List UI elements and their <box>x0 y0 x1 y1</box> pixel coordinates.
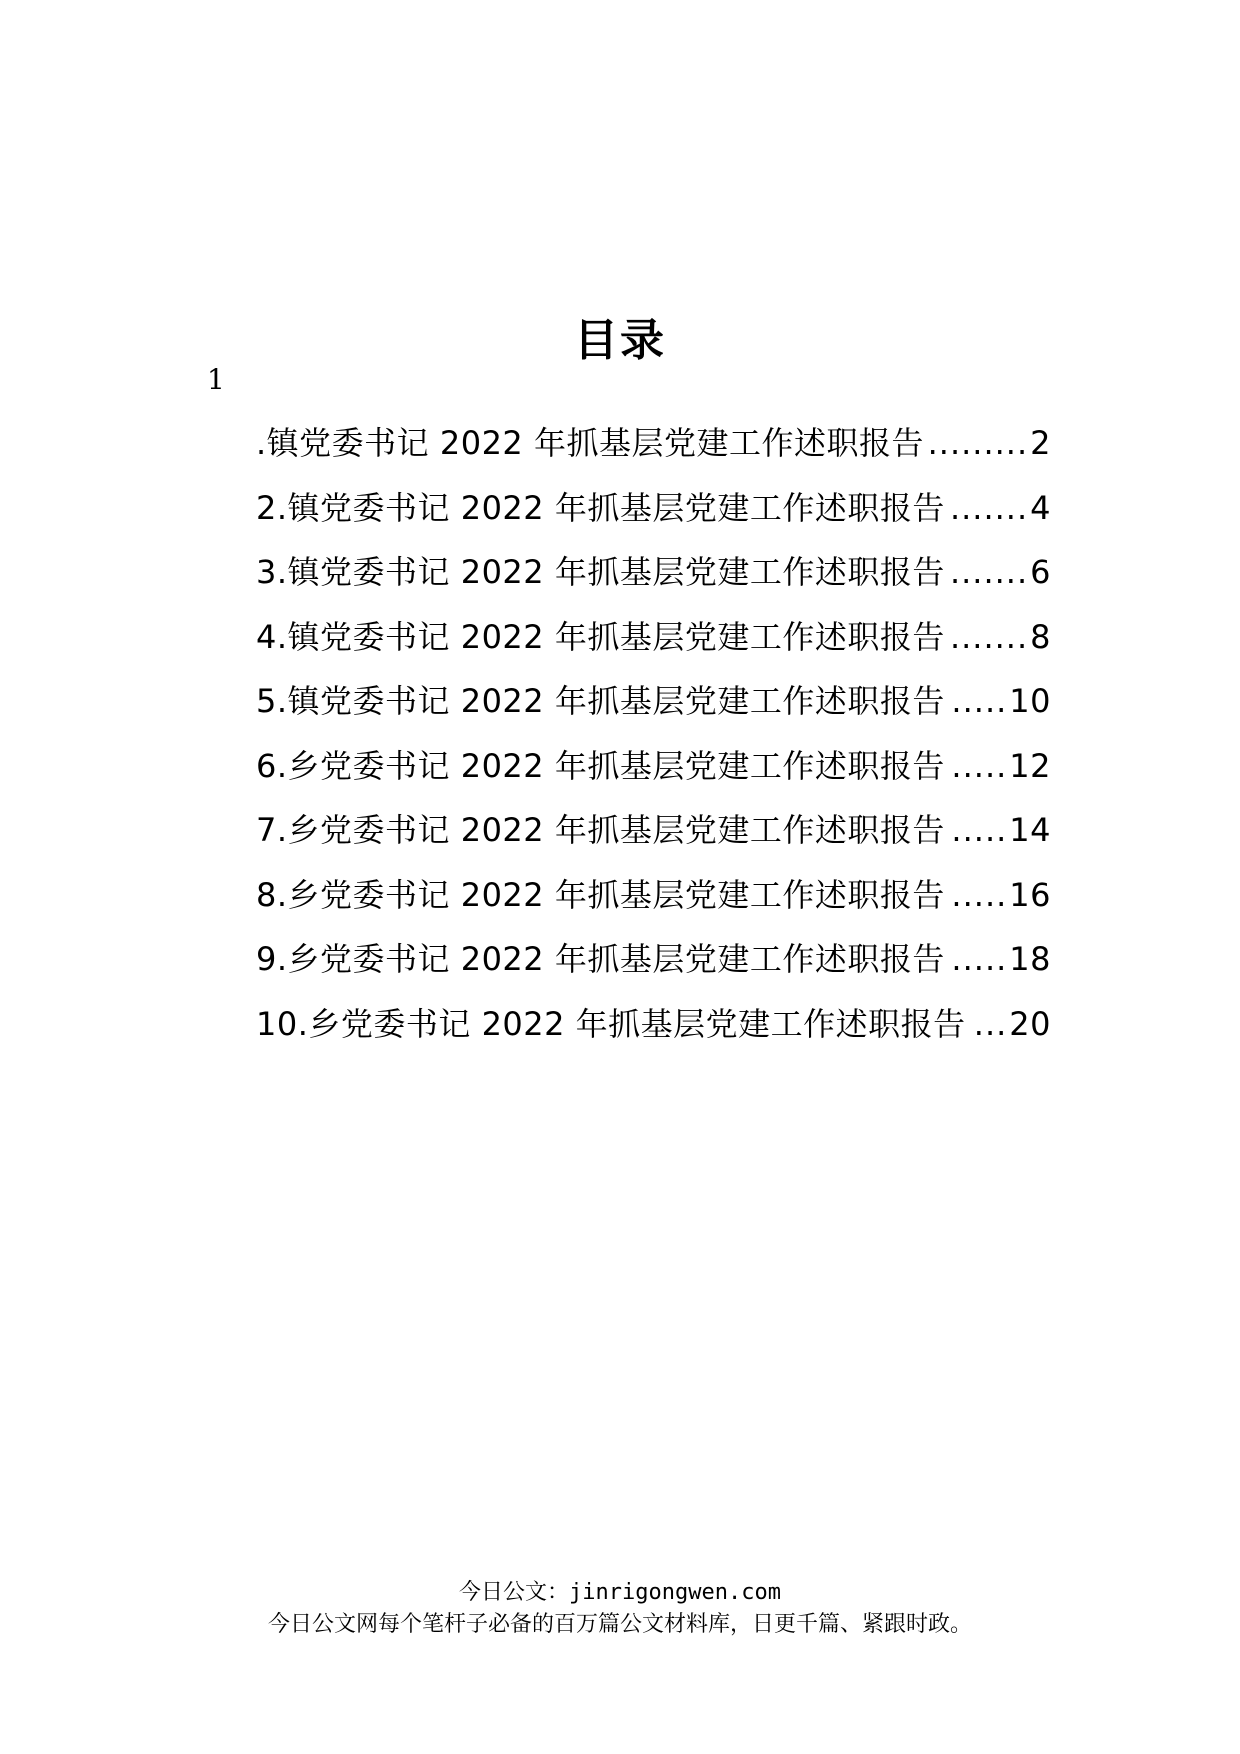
toc-entry[interactable] <box>256 743 1051 808</box>
toc-entry-leader: ..... <box>951 875 1008 914</box>
toc-entry-title: 7.乡党委书记 2022 年抓基层党建工作述职报告 <box>256 811 945 849</box>
toc-entry-page-number: 16 <box>1009 875 1051 914</box>
toc-entry-title: 5.镇党委书记 2022 年抓基层党建工作述职报告 <box>256 682 945 720</box>
footer-site-line <box>0 1577 1240 1609</box>
toc-entry[interactable] <box>256 936 1051 1001</box>
toc-entry-page-number: 12 <box>1009 746 1051 785</box>
toc-entry-title: 10.乡党委书记 2022 年抓基层党建工作述职报告 <box>256 1004 966 1043</box>
footer-site-label: 今日公文： <box>459 1580 570 1605</box>
toc-entry-page-number: 8 <box>1030 617 1051 656</box>
toc-entry-leader: ..... <box>951 682 1008 720</box>
toc-entry[interactable] <box>256 678 1051 743</box>
toc-entry-page-number: 4 <box>1030 488 1051 527</box>
toc-entry-title: 8.乡党委书记 2022 年抓基层党建工作述职报告 <box>256 875 945 914</box>
toc-entry-leader: ......... <box>927 424 1029 462</box>
toc-entry-title: 3.镇党委书记 2022 年抓基层党建工作述职报告 <box>256 553 945 591</box>
toc-entry-title: .镇党委书记 2022 年抓基层党建工作述职报告 <box>256 424 924 462</box>
footer-tagline: 今日公文网每个笔杆子必备的百万篇公文材料库，日更千篇、紧跟时政。 <box>267 1612 972 1637</box>
toc-entry-leader: ... <box>973 1004 1008 1043</box>
toc-entry[interactable] <box>256 420 1051 485</box>
toc-entry[interactable] <box>256 485 1051 550</box>
toc-entry-title: 4.镇党委书记 2022 年抓基层党建工作述职报告 <box>256 617 945 656</box>
table-of-contents <box>256 420 1051 1065</box>
page-title: 目录 <box>574 315 666 367</box>
toc-entry-page-number: 2 <box>1030 424 1051 462</box>
toc-entry-title: 2.镇党委书记 2022 年抓基层党建工作述职报告 <box>256 488 945 527</box>
toc-entry[interactable] <box>256 807 1051 872</box>
toc-entry-title: 9.乡党委书记 2022 年抓基层党建工作述职报告 <box>256 940 945 978</box>
toc-entry[interactable] <box>256 614 1051 679</box>
toc-entry-leader: ....... <box>949 553 1029 591</box>
toc-entry-leader: ..... <box>951 940 1008 978</box>
toc-entry[interactable] <box>256 1001 1051 1066</box>
toc-entry-leader: ....... <box>949 617 1029 656</box>
toc-entry-leader: ..... <box>951 811 1008 849</box>
page-footer <box>0 1577 1240 1641</box>
toc-entry-page-number: 18 <box>1009 940 1051 978</box>
toc-entry-leader: ..... <box>951 746 1008 785</box>
footer-site-link[interactable]: jinrigongwen.com <box>569 1580 781 1605</box>
first-entry-number: 1 <box>207 363 225 396</box>
toc-entry[interactable] <box>256 549 1051 614</box>
toc-entry-page-number: 14 <box>1009 811 1051 849</box>
toc-entry-title: 6.乡党委书记 2022 年抓基层党建工作述职报告 <box>256 746 945 785</box>
toc-entry-page-number: 10 <box>1009 682 1051 720</box>
toc-entry-page-number: 6 <box>1030 553 1051 591</box>
toc-entry-page-number: 20 <box>1009 1004 1051 1043</box>
toc-entry[interactable] <box>256 872 1051 937</box>
toc-entry-leader: ....... <box>949 488 1029 527</box>
